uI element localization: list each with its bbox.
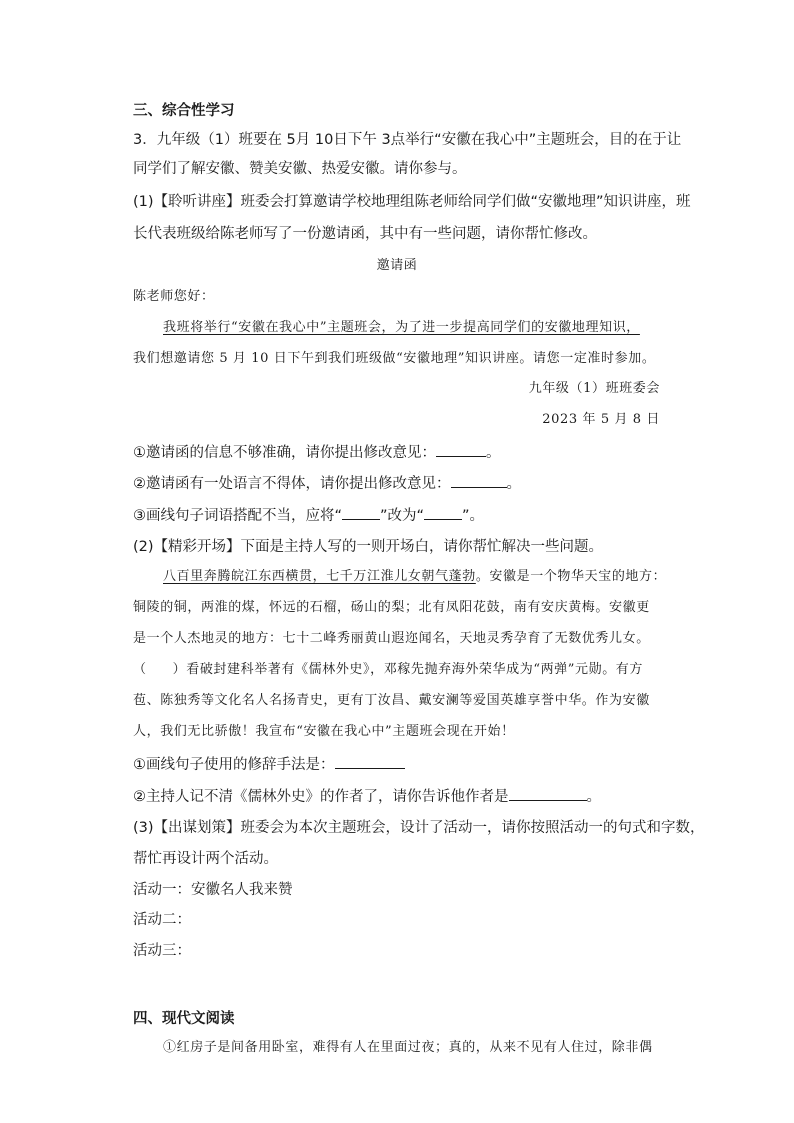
question-text: ”改为“ xyxy=(380,508,425,524)
punctuation: 。 xyxy=(506,476,521,492)
part-3-line-2: 帮忙再设计两个活动。 xyxy=(133,851,278,867)
answer-blank[interactable] xyxy=(451,473,507,488)
section-heading-4: 四、现代文阅读 xyxy=(133,1011,235,1027)
part-1-question-1 xyxy=(133,442,501,463)
speech-line-3: 是一个人杰地灵的地方：七十二峰秀丽黄山遐迩闻名，天地灵秀孕育了无数优秀儿女。 xyxy=(133,631,650,646)
punctuation: 。 xyxy=(486,445,501,461)
answer-blank[interactable] xyxy=(436,442,486,457)
paren-open: （ xyxy=(133,662,147,677)
letter-body-line-1: 我班将举行“安徽在我心中”主题班会，为了进一步提高同学们的安徽地理知识， xyxy=(163,320,640,335)
answer-blank[interactable] xyxy=(509,786,587,801)
question-text: ①画线句子使用的修辞手法是： xyxy=(133,757,335,773)
speech-line-1 xyxy=(163,567,666,587)
activity-2: 活动二： xyxy=(133,912,191,928)
activity-3: 活动三： xyxy=(133,943,191,959)
speech-line-5: 苞、陈独秀等文化名人名扬青史，更有丁汝昌、戴安澜等爱国英雄享誉中华。作为安徽 xyxy=(133,693,650,708)
speech-line-6: 人，我们无比骄傲！我宣布“安徽在我心中”主题班会现在开始！ xyxy=(133,724,515,739)
activity-1: 活动一：安徽名人我来赞 xyxy=(133,882,293,898)
speech-line-4 xyxy=(133,660,643,680)
speech-text: 。安徽是一个物华天宝的地方： xyxy=(475,569,667,584)
reading-paragraph-1: ①红房子是间备用卧室，难得有人在里面过夜；真的，从来不见有人住过，除非偶 xyxy=(163,1040,653,1055)
part-2-heading: (2)【精彩开场】下面是主持人写的一则开场白，请你帮忙解决一些问题。 xyxy=(133,539,604,555)
answer-blank-2[interactable] xyxy=(424,505,462,520)
underlined-sentence: 八百里奔腾皖江东西横贯，七千万江淮儿女朝气蓬勃 xyxy=(163,569,476,584)
speech-line-2: 铜陵的铜，两淮的煤，怀远的石榴，砀山的梨；北有凤阳花鼓，南有安庆黄梅。安徽更 xyxy=(133,600,650,615)
question-text: ①邀请函的信息不够准确，请你提出修改意见： xyxy=(133,445,436,461)
section-heading-3: 三、综合性学习 xyxy=(133,103,235,119)
punctuation: 。 xyxy=(586,789,601,805)
part-2-question-1 xyxy=(133,754,405,775)
part-3-line-1: (3)【出谋划策】班委会为本次主题班会，设计了活动一，请你按照活动一的句式和字数， xyxy=(133,820,705,836)
part-1-question-2 xyxy=(133,473,521,494)
answer-blank-1[interactable] xyxy=(342,505,380,520)
question-text: ③画线句子词语搭配不当，应将“ xyxy=(133,508,343,524)
letter-signature: 九年级（1）班班委会 xyxy=(528,381,660,396)
punctuation: ”。 xyxy=(462,508,485,524)
question-3-line-2: 同学们了解安徽、赞美安徽、热爱安徽。请你参与。 xyxy=(133,161,467,177)
question-text: ②主持人记不清《儒林外史》的作者了，请你告诉他作者是 xyxy=(133,789,509,805)
paren-close: ） xyxy=(172,662,187,677)
answer-blank[interactable] xyxy=(335,754,405,769)
question-3-line-1: 3．九年级（1）班要在 5月 10日下午 3点举行“安徽在我心中”主题班会，目的在于让 xyxy=(133,132,682,148)
letter-salutation: 陈老师您好： xyxy=(133,289,215,304)
part-1-line-1: (1)【聆听讲座】班委会打算邀请学校地理组陈老师给同学们做“安徽地理”知识讲座，班 xyxy=(133,194,691,210)
speech-text: 看破封建科举著有《儒林外史》，邓稼先抛弃海外荣华成为“两弹”元勋。有方 xyxy=(186,662,644,677)
letter-body-line-2: 我们想邀请您 5 月 10 日下午到我们班级做“安徽地理”知识讲座。请您一定准时参加。 xyxy=(133,351,656,366)
letter-title: 邀请函 xyxy=(376,258,418,273)
question-text: ②邀请函有一处语言不得体，请你提出修改意见： xyxy=(133,476,451,492)
part-1-question-3 xyxy=(133,505,484,526)
part-1-line-2: 长代表班级给陈老师写了一份邀请函，其中有一些问题，请你帮忙修改。 xyxy=(133,226,597,242)
letter-date: 2023 年 5 月 8 日 xyxy=(542,412,660,427)
part-2-question-2 xyxy=(133,786,601,807)
